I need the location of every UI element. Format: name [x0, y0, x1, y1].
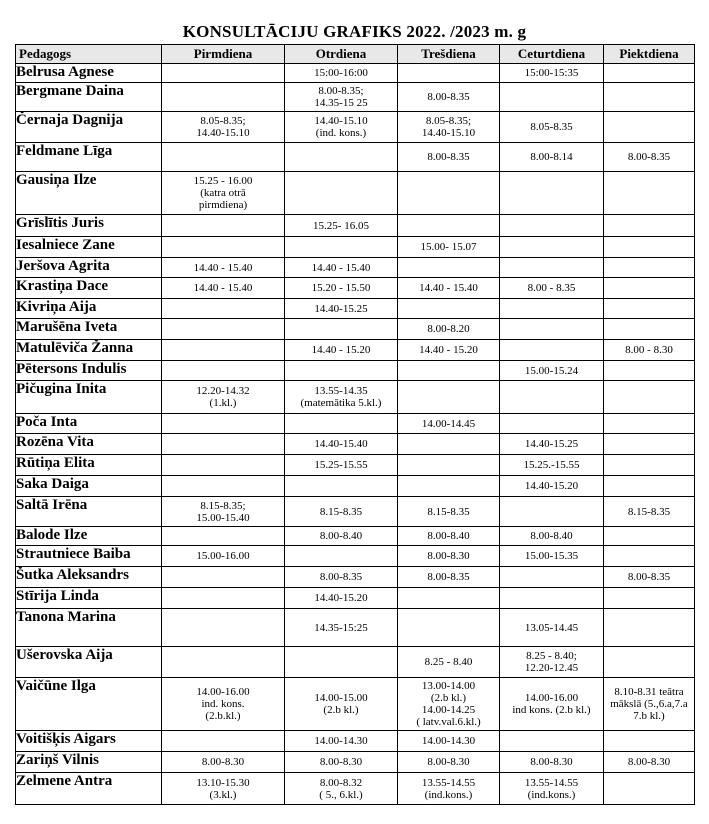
schedule-cell: 15:00-16:00 — [285, 64, 398, 83]
table-row — [16, 678, 695, 731]
schedule-cell: 15.00-15.35 — [500, 546, 604, 567]
table-row — [16, 340, 695, 361]
schedule-cell — [285, 476, 398, 497]
schedule-cell — [604, 381, 695, 414]
table-row — [16, 299, 695, 319]
page-title: KONSULTĀCIJU GRAFIKS 2022. /2023 m. g — [182, 22, 527, 41]
schedule-cell — [604, 455, 695, 476]
schedule-cell: 8.00-8.30 — [398, 752, 500, 773]
schedule-body — [16, 64, 695, 805]
schedule-cell — [604, 83, 695, 112]
schedule-cell — [285, 319, 398, 340]
teacher-name: Tanona Marina — [16, 609, 162, 647]
teacher-name: Rozēna Vita — [16, 434, 162, 455]
schedule-cell: 8.00-8.14 — [500, 143, 604, 172]
schedule-cell: 13.55-14.55 (ind.kons.) — [398, 773, 500, 805]
teacher-name: Vaičūne Ilga — [16, 678, 162, 731]
teacher-name: Marušēna Iveta — [16, 319, 162, 340]
header-wednesday: Trešdiena — [398, 45, 500, 64]
teacher-name: Poča Inta — [16, 414, 162, 434]
schedule-cell — [604, 588, 695, 609]
schedule-cell: 8.00-8.40 — [398, 527, 500, 546]
schedule-cell: 15.25.-15.55 — [500, 455, 604, 476]
schedule-cell — [162, 83, 285, 112]
schedule-cell — [162, 340, 285, 361]
teacher-name: Kivriņa Aija — [16, 299, 162, 319]
schedule-cell — [500, 172, 604, 215]
schedule-cell — [162, 588, 285, 609]
schedule-cell: 14.35-15:25 — [285, 609, 398, 647]
table-row — [16, 83, 695, 112]
schedule-cell: 15.00- 15.07 — [398, 237, 500, 258]
schedule-cell: 14.40-15.20 — [500, 476, 604, 497]
table-row — [16, 172, 695, 215]
schedule-cell — [162, 237, 285, 258]
schedule-cell: 8.00 - 8.35 — [500, 278, 604, 299]
schedule-cell: 13.10-15.30 (3.kl.) — [162, 773, 285, 805]
schedule-cell — [398, 361, 500, 381]
teacher-name: Zelmene Antra — [16, 773, 162, 805]
teacher-name: Stīrija Linda — [16, 588, 162, 609]
table-row — [16, 476, 695, 497]
schedule-cell: 14.00-14.45 — [398, 414, 500, 434]
schedule-cell: 14.40-15.25 — [500, 434, 604, 455]
schedule-cell: 8.00-8.30 — [162, 752, 285, 773]
table-row — [16, 112, 695, 143]
schedule-cell — [500, 414, 604, 434]
table-row — [16, 773, 695, 805]
table-row — [16, 647, 695, 678]
schedule-cell — [398, 381, 500, 414]
schedule-cell: 8.25 - 8.40 — [398, 647, 500, 678]
table-row — [16, 497, 695, 527]
schedule-cell: 8.05-8.35 — [500, 112, 604, 143]
schedule-cell: 8.00-8.40 — [285, 527, 398, 546]
schedule-cell — [398, 476, 500, 497]
schedule-cell: 13.55-14.55 (ind.kons.) — [500, 773, 604, 805]
teacher-name: Jeršova Agrita — [16, 258, 162, 278]
teacher-name: Balode Ilze — [16, 527, 162, 546]
header-teacher: Pedagogs — [16, 45, 162, 64]
schedule-cell — [500, 83, 604, 112]
schedule-cell — [500, 497, 604, 527]
schedule-cell — [285, 647, 398, 678]
schedule-cell — [162, 527, 285, 546]
schedule-cell: 8.00-8.35 — [398, 83, 500, 112]
schedule-cell — [398, 64, 500, 83]
schedule-cell — [500, 215, 604, 237]
teacher-name: Iesalniece Zane — [16, 237, 162, 258]
schedule-cell — [162, 361, 285, 381]
schedule-cell — [398, 215, 500, 237]
teacher-name: Gausiņa Ilze — [16, 172, 162, 215]
schedule-cell: 14.40-15.10 (ind. kons.) — [285, 112, 398, 143]
schedule-cell: 14.40 - 15.40 — [162, 258, 285, 278]
table-row — [16, 143, 695, 172]
schedule-cell: 8.00-8.35; 14.35-15 25 — [285, 83, 398, 112]
schedule-cell: 14.40 - 15.40 — [162, 278, 285, 299]
table-row — [16, 731, 695, 752]
table-row — [16, 434, 695, 455]
schedule-cell — [162, 319, 285, 340]
schedule-cell: 8.00-8.35 — [398, 567, 500, 588]
schedule-cell — [162, 64, 285, 83]
teacher-name: Belrusa Agnese — [16, 64, 162, 83]
schedule-cell: 14.40 - 15.20 — [285, 340, 398, 361]
table-row — [16, 609, 695, 647]
header-friday: Piektdiena — [604, 45, 695, 64]
schedule-cell: 8.00-8.30 — [398, 546, 500, 567]
schedule-cell: 14.00-16.00 ind kons. (2.b kl.) — [500, 678, 604, 731]
table-row — [16, 258, 695, 278]
schedule-cell — [604, 434, 695, 455]
table-row — [16, 414, 695, 434]
schedule-cell — [500, 381, 604, 414]
teacher-name: Krastiņa Dace — [16, 278, 162, 299]
schedule-cell — [604, 476, 695, 497]
schedule-cell — [398, 434, 500, 455]
schedule-cell — [500, 588, 604, 609]
schedule-cell — [285, 361, 398, 381]
schedule-cell: 8.15-8.35 — [398, 497, 500, 527]
consultation-schedule-table — [15, 44, 695, 805]
schedule-cell: 14.00-14.30 — [398, 731, 500, 752]
schedule-cell — [162, 609, 285, 647]
schedule-cell — [285, 172, 398, 215]
teacher-name: Zariņš Vilnis — [16, 752, 162, 773]
header-row — [16, 45, 695, 64]
schedule-cell: 8.00-8.35 — [398, 143, 500, 172]
schedule-cell: 8.10-8.31 teātra mākslā (5.,6.a,7.a 7.b kl.) — [604, 678, 695, 731]
table-row — [16, 752, 695, 773]
schedule-cell — [500, 567, 604, 588]
schedule-cell: 14.40-15.20 — [285, 588, 398, 609]
schedule-cell: 12.20-14.32 (1.kl.) — [162, 381, 285, 414]
schedule-cell: 8.00-8.30 — [604, 752, 695, 773]
teacher-name: Pičugina Inita — [16, 381, 162, 414]
schedule-cell — [604, 609, 695, 647]
schedule-cell: 8.00 - 8.30 — [604, 340, 695, 361]
schedule-cell — [162, 299, 285, 319]
schedule-cell — [604, 64, 695, 83]
table-row — [16, 319, 695, 340]
schedule-cell: 8.15-8.35; 15.00-15.40 — [162, 497, 285, 527]
table-row — [16, 588, 695, 609]
header-monday: Pirmdiena — [162, 45, 285, 64]
header-thursday: Ceturtdiena — [500, 45, 604, 64]
table-row — [16, 546, 695, 567]
teacher-name: Saltā Irēna — [16, 497, 162, 527]
schedule-cell — [604, 215, 695, 237]
schedule-cell — [285, 414, 398, 434]
schedule-cell — [604, 258, 695, 278]
schedule-cell: 8.05-8.35; 14.40-15.10 — [162, 112, 285, 143]
schedule-cell — [604, 319, 695, 340]
schedule-cell: 13.55-14.35 (matemātika 5.kl.) — [285, 381, 398, 414]
teacher-name: Matulēviča Žanna — [16, 340, 162, 361]
schedule-cell — [604, 361, 695, 381]
schedule-cell: 14.40 - 15.20 — [398, 340, 500, 361]
teacher-name: Strautniece Baiba — [16, 546, 162, 567]
schedule-cell: 14.00-14.30 — [285, 731, 398, 752]
schedule-cell: 8.00-8.30 — [285, 752, 398, 773]
schedule-cell — [162, 434, 285, 455]
schedule-cell: 8.00-8.35 — [604, 143, 695, 172]
schedule-cell — [500, 299, 604, 319]
schedule-cell: 14.40-15.25 — [285, 299, 398, 319]
schedule-cell: 15.00-15.24 — [500, 361, 604, 381]
table-row — [16, 215, 695, 237]
schedule-cell — [285, 546, 398, 567]
schedule-cell — [285, 143, 398, 172]
schedule-cell: 8.00-8.32 ( 5., 6.kl.) — [285, 773, 398, 805]
schedule-cell: 8.00-8.20 — [398, 319, 500, 340]
schedule-cell: 8.05-8.35; 14.40-15.10 — [398, 112, 500, 143]
schedule-cell: 15.25-15.55 — [285, 455, 398, 476]
table-row — [16, 567, 695, 588]
schedule-cell: 13.00-14.00 (2.b kl.) 14.00-14.25 ( latv.val.6.kl.) — [398, 678, 500, 731]
schedule-cell: 15.20 - 15.50 — [285, 278, 398, 299]
schedule-cell: 8.00-8.30 — [500, 752, 604, 773]
schedule-cell: 15.00-16.00 — [162, 546, 285, 567]
schedule-cell — [604, 237, 695, 258]
schedule-cell: 14.40 - 15.40 — [398, 278, 500, 299]
schedule-cell — [398, 258, 500, 278]
schedule-cell: 14.00-16.00 ind. kons. (2.b.kl.) — [162, 678, 285, 731]
schedule-cell — [162, 414, 285, 434]
schedule-cell: 14.40 - 15.40 — [285, 258, 398, 278]
teacher-name: Bergmane Daina — [16, 83, 162, 112]
schedule-cell — [398, 299, 500, 319]
schedule-cell — [162, 567, 285, 588]
schedule-cell: 8.00-8.35 — [604, 567, 695, 588]
teacher-name: Pētersons Indulis — [16, 361, 162, 381]
table-row — [16, 64, 695, 83]
schedule-cell — [162, 143, 285, 172]
schedule-cell — [604, 278, 695, 299]
schedule-cell — [604, 299, 695, 319]
table-row — [16, 381, 695, 414]
table-row — [16, 278, 695, 299]
schedule-cell — [604, 112, 695, 143]
schedule-cell — [162, 647, 285, 678]
schedule-cell: 15:00-15:35 — [500, 64, 604, 83]
teacher-name: Feldmane Līga — [16, 143, 162, 172]
schedule-cell — [604, 731, 695, 752]
schedule-cell — [500, 319, 604, 340]
schedule-cell — [398, 588, 500, 609]
schedule-cell — [500, 340, 604, 361]
teacher-name: Voitišķis Aigars — [16, 731, 162, 752]
schedule-cell: 8.15-8.35 — [285, 497, 398, 527]
schedule-cell: 14.00-15.00 (2.b kl.) — [285, 678, 398, 731]
table-row — [16, 455, 695, 476]
teacher-name: Rūtiņa Elita — [16, 455, 162, 476]
teacher-name: Šutka Aleksandrs — [16, 567, 162, 588]
schedule-cell — [500, 731, 604, 752]
schedule-cell — [162, 476, 285, 497]
schedule-cell — [604, 414, 695, 434]
table-row — [16, 361, 695, 381]
schedule-cell: 8.15-8.35 — [604, 497, 695, 527]
schedule-cell — [500, 237, 604, 258]
table-row — [16, 237, 695, 258]
teacher-name: Ušerovska Aija — [16, 647, 162, 678]
schedule-cell: 15.25 - 16.00 (katra otrā pirmdiena) — [162, 172, 285, 215]
teacher-name: Černaja Dagnija — [16, 112, 162, 143]
schedule-cell — [398, 609, 500, 647]
schedule-cell — [162, 731, 285, 752]
schedule-cell — [285, 237, 398, 258]
schedule-cell — [604, 527, 695, 546]
schedule-cell — [398, 455, 500, 476]
schedule-cell — [604, 172, 695, 215]
table-row — [16, 527, 695, 546]
schedule-cell: 8.25 - 8.40; 12.20-12.45 — [500, 647, 604, 678]
schedule-cell — [604, 647, 695, 678]
schedule-cell — [500, 258, 604, 278]
schedule-cell: 8.00-8.35 — [285, 567, 398, 588]
schedule-cell: 13.05-14.45 — [500, 609, 604, 647]
teacher-name: Grīslītis Juris — [16, 215, 162, 237]
schedule-cell — [604, 546, 695, 567]
schedule-cell — [604, 773, 695, 805]
header-tuesday: Otrdiena — [285, 45, 398, 64]
schedule-cell — [162, 215, 285, 237]
teacher-name: Saka Daiga — [16, 476, 162, 497]
schedule-cell: 14.40-15.40 — [285, 434, 398, 455]
schedule-cell — [162, 455, 285, 476]
schedule-cell: 8.00-8.40 — [500, 527, 604, 546]
schedule-cell: 15.25- 16.05 — [285, 215, 398, 237]
schedule-cell — [398, 172, 500, 215]
